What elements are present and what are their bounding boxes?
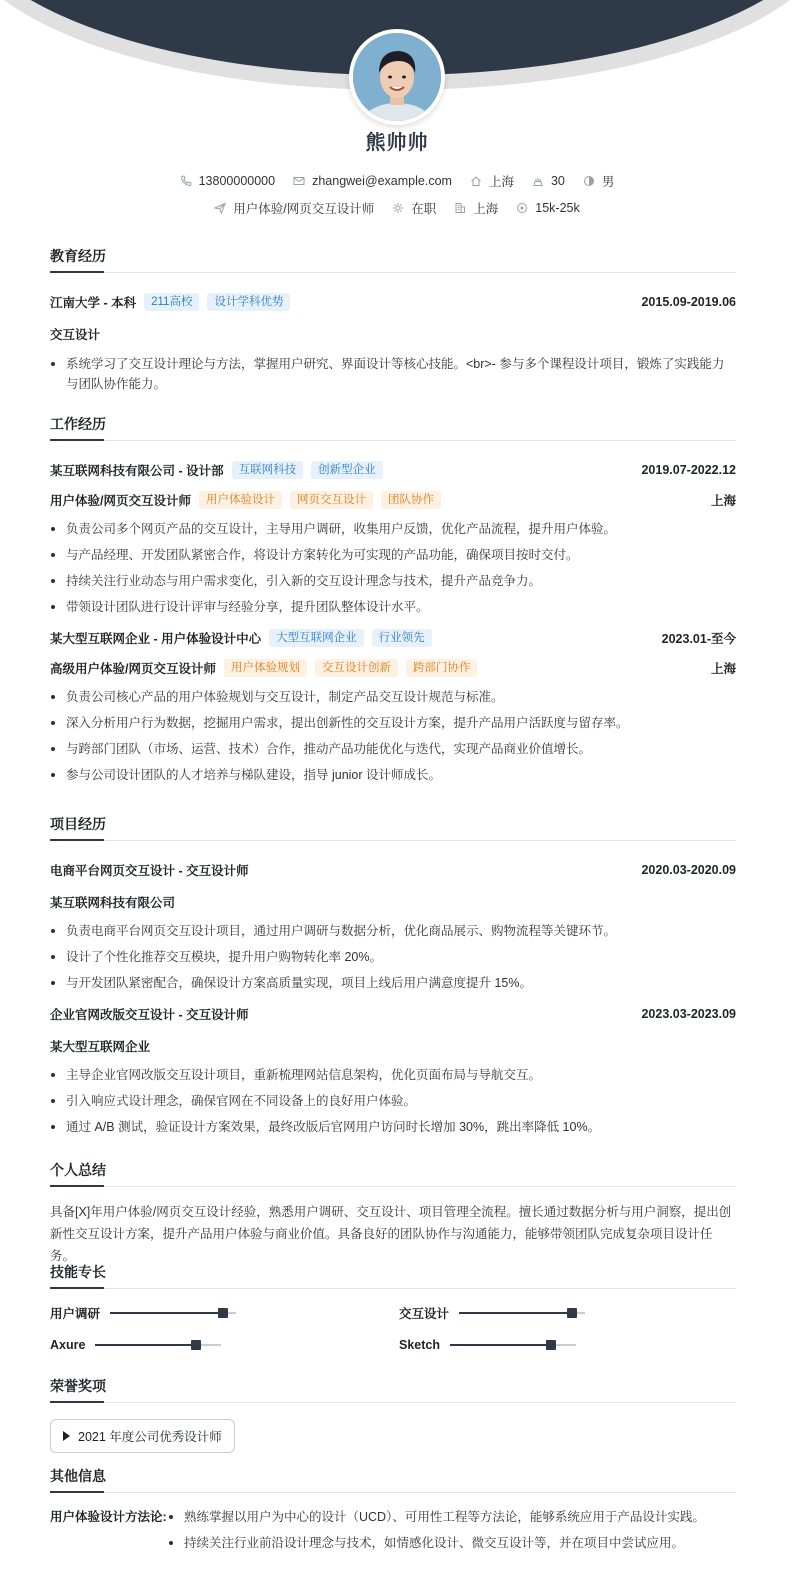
phone-icon bbox=[180, 175, 192, 187]
salary-item bbox=[516, 201, 579, 215]
status-item bbox=[392, 199, 436, 217]
candidate-name: 熊帅帅 bbox=[365, 132, 429, 154]
role-name: 高级用户体验/网页交互设计师 bbox=[50, 662, 216, 676]
expected-city-text: 上海 bbox=[473, 202, 499, 216]
work-location: 上海 bbox=[710, 662, 736, 676]
work-location: 上海 bbox=[710, 494, 736, 508]
school-name: 江南大学 - 本科 bbox=[50, 296, 137, 310]
email-item bbox=[293, 174, 452, 188]
school-tag: 设计学科优势 bbox=[207, 293, 290, 311]
role-tag: 用户体验设计 bbox=[199, 491, 282, 509]
contact-row-intent bbox=[0, 199, 794, 217]
salary-text: 15k-25k bbox=[535, 201, 580, 215]
school-tag: 211高校 bbox=[144, 293, 199, 311]
company-tag: 创新型企业 bbox=[311, 461, 383, 479]
list-item: 与开发团队紧密配合，确保设计方案高质量实现，项目上线后用户满意度提升 15%。 bbox=[50, 973, 736, 993]
list-item: 引入响应式设计理念，确保官网在不同设备上的良好用户体验。 bbox=[50, 1091, 736, 1111]
project-org: 某互联网科技有限公司 bbox=[50, 896, 176, 910]
phone-text: 13800000000 bbox=[198, 174, 276, 188]
skill-level-bar bbox=[110, 1312, 236, 1314]
work-item bbox=[50, 629, 736, 785]
project-date: 2023.03-2023.09 bbox=[641, 1007, 736, 1021]
list-item: 负责公司核心产品的用户体验规划与交互设计，制定产品交互设计规范与标准。 bbox=[50, 687, 736, 707]
role-tag: 网页交互设计 bbox=[290, 491, 373, 509]
work-date: 2019.07-2022.12 bbox=[641, 463, 736, 477]
skill-level-bar bbox=[95, 1344, 221, 1346]
company-name: 某互联网科技有限公司 - 设计部 bbox=[50, 464, 224, 478]
other-bullets bbox=[168, 1507, 736, 1559]
expected-city-item bbox=[454, 199, 498, 217]
work-role-row bbox=[50, 491, 736, 509]
education-section bbox=[50, 246, 736, 400]
city-item bbox=[470, 172, 514, 190]
list-item: 持续关注行业动态与用户需求变化，引入新的交互设计理念与技术，提升产品竞争力。 bbox=[50, 571, 736, 591]
work-company-row bbox=[50, 629, 736, 647]
list-item: 熟练掌握以用户为中心的设计（UCD）、可用性工程等方法论，能够系统应用于产品设计实践。 bbox=[168, 1507, 736, 1527]
company-name: 某大型互联网企业 - 用户体验设计中心 bbox=[50, 632, 262, 646]
status-icon bbox=[392, 202, 404, 214]
project-org: 某大型互联网企业 bbox=[50, 1040, 151, 1054]
awards-title: 荣誉奖项 bbox=[50, 1376, 736, 1403]
work-company-row bbox=[50, 461, 736, 479]
other-section bbox=[50, 1466, 736, 1559]
project-item bbox=[50, 861, 736, 993]
age-item bbox=[532, 174, 565, 188]
job-target-text: 用户体验/网页交互设计师 bbox=[233, 202, 375, 216]
project-name: 电商平台网页交互设计 - 交互设计师 bbox=[50, 864, 249, 878]
list-item: 深入分析用户行为数据，挖掘用户需求，提出创新性的交互设计方案，提升产品用户活跃度与留存率。 bbox=[50, 713, 736, 733]
skill-name: 用户调研 bbox=[50, 1307, 101, 1321]
list-item: 系统学习了交互设计理论与方法，掌握用户研究、界面设计等核心技能。<br>- 参与多个课程设计项目，锻炼了实践能力与团队协作能力。 bbox=[50, 354, 736, 394]
email-text: zhangwei@example.com bbox=[312, 174, 452, 188]
list-item: 与产品经理、开发团队紧密合作，将设计方案转化为可实现的产品功能，确保项目按时交付。 bbox=[50, 545, 736, 565]
skill-name: Sketch bbox=[399, 1338, 440, 1352]
skills-section bbox=[50, 1262, 736, 1352]
avatar-photo bbox=[353, 33, 441, 121]
education-header-row bbox=[50, 293, 736, 311]
summary-text: 具备[X]年用户体验/网页交互设计经验，熟悉用户调研、交互设计、项目管理全流程。擅长通过数据分析与用户洞察，提出创新性交互设计方案，提升产品用户体验与商业价值。具备良好的团队协作与沟通能力，能够带领团队完成复杂项目设计任务。 bbox=[50, 1205, 732, 1263]
list-item: 主导企业官网改版交互设计项目，重新梳理网站信息架构，优化页面布局与导航交互。 bbox=[50, 1065, 736, 1085]
skill-level-bar bbox=[459, 1312, 585, 1314]
awards-section bbox=[50, 1376, 736, 1453]
projects-title: 项目经历 bbox=[50, 814, 736, 841]
project-date: 2020.03-2020.09 bbox=[641, 863, 736, 877]
company-tag: 行业领先 bbox=[372, 629, 432, 647]
job-target-item bbox=[214, 199, 374, 217]
project-name: 企业官网改版交互设计 - 交互设计师 bbox=[50, 1008, 249, 1022]
work-section bbox=[50, 414, 736, 791]
age-icon bbox=[532, 175, 544, 187]
other-row bbox=[50, 1507, 736, 1559]
project-header-row bbox=[50, 1005, 736, 1023]
other-label: 用户体验设计方法论: bbox=[50, 1510, 167, 1524]
projects-section bbox=[50, 814, 736, 1143]
list-item: 负责电商平台网页交互设计项目，通过用户调研与数据分析，优化商品展示、购物流程等关键环节。 bbox=[50, 921, 736, 941]
skill-item bbox=[399, 1304, 585, 1322]
list-item: 与跨部门团队（市场、运营、技术）合作，推动产品功能优化与迭代，实现产品商业价值增长。 bbox=[50, 739, 736, 759]
education-date: 2015.09-2019.06 bbox=[641, 295, 736, 309]
company-tag: 互联网科技 bbox=[232, 461, 304, 479]
status-text: 在职 bbox=[411, 202, 437, 216]
mail-icon bbox=[293, 175, 305, 187]
skills-title: 技能专长 bbox=[50, 1262, 736, 1289]
role-tag: 用户体验规划 bbox=[224, 659, 307, 677]
education-major: 交互设计 bbox=[50, 328, 101, 342]
role-tag: 跨部门协作 bbox=[406, 659, 478, 677]
building-icon bbox=[454, 202, 466, 214]
list-item: 设计了个性化推荐交互模块，提升用户购物转化率 20%。 bbox=[50, 947, 736, 967]
work-bullets bbox=[50, 687, 736, 785]
skill-level-bar bbox=[450, 1344, 576, 1346]
salary-icon bbox=[516, 202, 528, 214]
company-tag: 大型互联网企业 bbox=[269, 629, 364, 647]
summary-section bbox=[50, 1160, 736, 1267]
skill-name: 交互设计 bbox=[399, 1307, 450, 1321]
education-bullets bbox=[50, 354, 736, 394]
work-bullets bbox=[50, 519, 736, 617]
work-title: 工作经历 bbox=[50, 414, 736, 441]
avatar bbox=[349, 29, 445, 125]
list-item: 通过 A/B 测试，验证设计方案效果，最终改版后官网用户访问时长增加 30%，跳出率降低 10%。 bbox=[50, 1117, 736, 1137]
other-title: 其他信息 bbox=[50, 1466, 736, 1493]
work-role-row bbox=[50, 659, 736, 677]
city-text: 上海 bbox=[488, 175, 514, 189]
list-item: 负责公司多个网页产品的交互设计，主导用户调研，收集用户反馈，优化产品流程，提升用户体验。 bbox=[50, 519, 736, 539]
role-tag: 交互设计创新 bbox=[315, 659, 398, 677]
send-icon bbox=[214, 202, 226, 214]
education-title: 教育经历 bbox=[50, 246, 736, 273]
skill-name: Axure bbox=[50, 1338, 86, 1352]
role-name: 用户体验/网页交互设计师 bbox=[50, 494, 191, 508]
award-label: 2021 年度公司优秀设计师 bbox=[78, 1430, 222, 1444]
phone-item bbox=[180, 174, 275, 188]
play-icon bbox=[63, 1431, 70, 1441]
list-item: 带领设计团队进行设计评审与经验分享，提升团队整体设计水平。 bbox=[50, 597, 736, 617]
skill-item bbox=[399, 1338, 576, 1352]
work-date: 2023.01-至今 bbox=[661, 632, 736, 646]
contact-row-basic bbox=[0, 172, 794, 190]
role-tag: 团队协作 bbox=[381, 491, 441, 509]
list-item: 参与公司设计团队的人才培养与梯队建设，指导 junior 设计师成长。 bbox=[50, 765, 736, 785]
summary-title: 个人总结 bbox=[50, 1160, 736, 1187]
list-item: 持续关注行业前沿设计理念与技术，如情感化设计、微交互设计等，并在项目中尝试应用。 bbox=[168, 1533, 736, 1553]
project-bullets bbox=[50, 921, 736, 993]
skill-item bbox=[50, 1338, 221, 1352]
project-bullets bbox=[50, 1065, 736, 1137]
gender-icon bbox=[583, 175, 595, 187]
gender-text: 男 bbox=[601, 175, 615, 189]
work-item bbox=[50, 461, 736, 617]
project-header-row bbox=[50, 861, 736, 879]
project-item bbox=[50, 1005, 736, 1137]
age-text: 30 bbox=[550, 174, 565, 188]
gender-item bbox=[583, 172, 615, 190]
skill-item bbox=[50, 1304, 236, 1322]
home-icon bbox=[470, 175, 482, 187]
award-item[interactable] bbox=[50, 1419, 235, 1453]
